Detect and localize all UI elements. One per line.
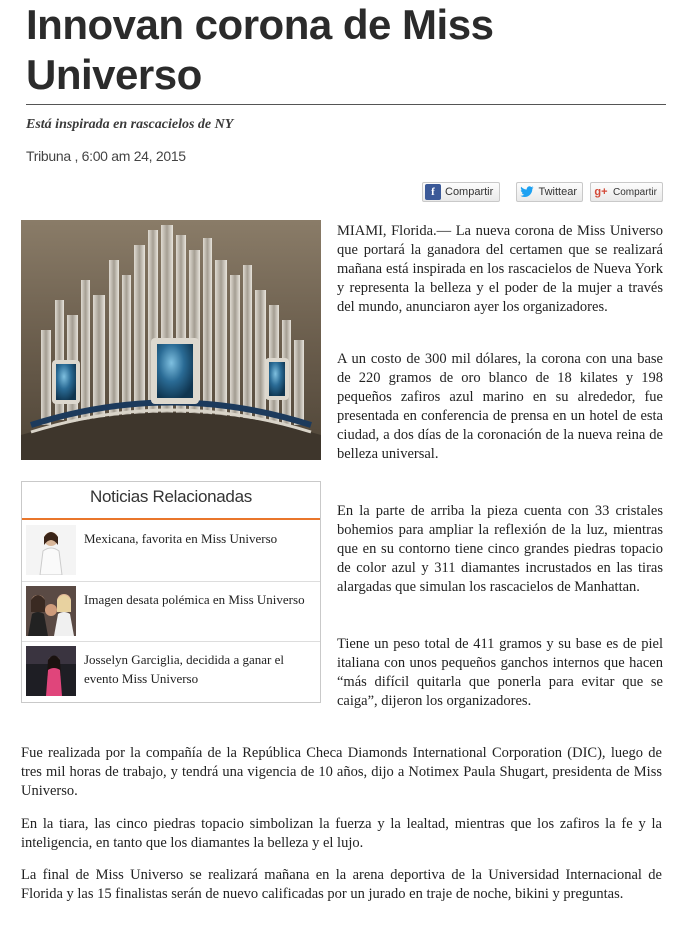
related-thumbnail bbox=[26, 586, 76, 636]
related-thumbnail bbox=[26, 646, 76, 696]
twitter-icon bbox=[519, 184, 534, 200]
related-item[interactable] bbox=[22, 583, 320, 639]
related-item[interactable] bbox=[22, 643, 320, 699]
gplus-share-button[interactable] bbox=[590, 182, 663, 202]
related-item-text: Imagen desata polémica en Miss Universo bbox=[84, 592, 305, 607]
related-news-title: Noticias Relacionadas bbox=[22, 482, 320, 520]
related-item[interactable] bbox=[22, 522, 320, 578]
article-headline: Innovan corona de Miss Universo bbox=[26, 1, 494, 98]
related-item-text: Mexicana, favorita en Miss Universo bbox=[84, 531, 278, 546]
article-paragraph: Tiene un peso total de 411 gramos y su base es de piel italiana con unos pequeños ganchos internos que hacen “más difícil quitarla que ponerla para evitar que se caiga”, dijeron los organizadores. bbox=[337, 636, 663, 709]
article-paragraph: La final de Miss Universo se realizará mañana en la arena deportiva de la Universidad Internacional de Florida y las 15 finalistas serán de nuevo calificadas por un jurado en traje de noche, bikini y preguntas. bbox=[21, 867, 662, 902]
twitter-share-label: Twittear bbox=[538, 186, 577, 198]
related-separator bbox=[22, 641, 320, 642]
related-news-box bbox=[21, 481, 321, 703]
article-paragraph: MIAMI, Florida.— La nueva corona de Miss Universo que portará la ganadora del certamen que se realizará mañana está inspirada en los rascacielos de Nueva York y representa la belleza y el poder de la mujer a través del mundo, anunciaron ayer los organizadores. bbox=[337, 223, 663, 315]
twitter-share-button[interactable] bbox=[516, 182, 583, 202]
article-paragraph: En la tiara, las cinco piedras topacio simbolizan la fuerza y la lealtad, mientras que los zafiros la fe y la inteligencia, en tanto que los diamantes la belleza y el lujo. bbox=[21, 816, 662, 851]
gplus-share-label: Compartir bbox=[613, 186, 657, 198]
facebook-share-button[interactable] bbox=[422, 182, 500, 202]
article-paragraph: Fue realizada por la compañía de la República Checa Diamonds International Corporation (DIC), luego de tres mil horas de trabajo, y tendrá una vigencia de 10 años, dijo a Notimex Paula Shugart, presidenta de Miss Universo. bbox=[21, 745, 662, 799]
related-item-text: Josselyn Garciglia, decidida a ganar el evento Miss Universo bbox=[84, 652, 284, 686]
article-subtitle: Está inspirada en rascacielos de NY bbox=[26, 117, 234, 132]
gplus-icon: g+ bbox=[594, 186, 608, 198]
facebook-icon: f bbox=[425, 184, 441, 200]
article-byline: Tribuna , 6:00 am 24, 2015 bbox=[26, 148, 186, 164]
related-thumbnail bbox=[26, 525, 76, 575]
related-separator bbox=[22, 581, 320, 582]
headline-divider bbox=[26, 104, 666, 105]
crown-photo bbox=[21, 220, 321, 460]
facebook-share-label: Compartir bbox=[445, 186, 494, 198]
article-paragraph: En la parte de arriba la pieza cuenta con 33 cristales bohemios para ampliar la reflexión de la luz, mientras que en su contorno tiene cinco grandes piedras topacio de color azul y 311 diamantes incrustados en las tiras alargadas que simulan los rascacielos de Manhattan. bbox=[337, 503, 663, 595]
article-paragraph: A un costo de 300 mil dólares, la corona con una base de 220 gramos de oro blanco de 18 kilates y 198 pequeños zafiros azul marino en su alrededor, fue presentada en conferencia de prensa en un hotel de esta ciudad, a dos días de la coronación de la nueva reina de belleza universal. bbox=[337, 351, 663, 462]
